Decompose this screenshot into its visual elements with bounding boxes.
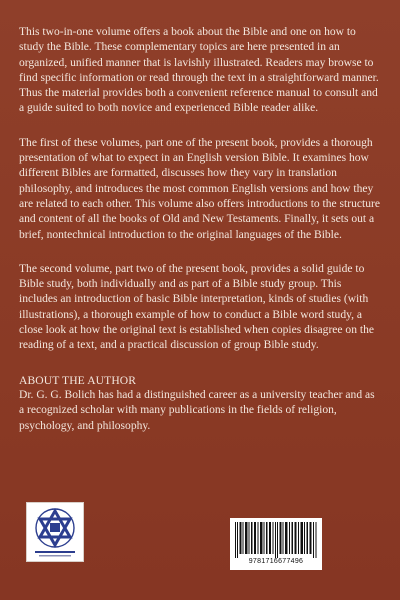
- star-of-david-logo-icon: [27, 503, 83, 561]
- isbn-number: 9781716677496: [248, 558, 304, 565]
- publisher-logo: [26, 502, 84, 562]
- description-paragraph-1: This two-in-one volume offers a book about the Bible and one on how to study the Bible. These complementary topics are here presented in an organized, unified manner that is lavishly illustrated. Readers may browse to find specific information or read through the text in a straightforward manner. Thus the material provides both a convenient reference manual to consult and a guide suited to both novice and experienced Bible reader alike.: [19, 26, 379, 115]
- cover-text-block: [19, 25, 381, 434]
- isbn-barcode: [230, 518, 322, 570]
- description-paragraph-3: The second volume, part two of the present book, provides a solid guide to Bible study, both individually and as part of a Bible study group. This includes an introduction of basic Bible interpretation, kinds of studies (with illustrations), a thorough example of how to conduct a Bible word study, a close look at how the original text is established when copies disagree on the reading of a text, and a practical discussion of group Bible study.: [19, 262, 374, 352]
- about-author-text: Dr. G. G. Bolich has had a distinguished career as a university teacher and as a recognized scholar with many publications in the fields of religion, psychology, and philosophy.: [19, 388, 375, 432]
- barcode-bars-icon: [235, 522, 317, 558]
- about-author-heading: ABOUT THE AUTHOR: [19, 373, 137, 387]
- description-paragraph-2: The first of these volumes, part one of the present book, provides a thorough presentation of what to expect in an English version Bible. It examines how different Bibles are formatted, discusses how they vary in translation philosophy, and introduces the most common English versions and how they are related to each other. This volume also offers introductions to the structure and content of all the books of Old and New Testaments. Finally, it sets out a brief, nontechnical introduction to the original languages of the Bible.: [19, 136, 380, 241]
